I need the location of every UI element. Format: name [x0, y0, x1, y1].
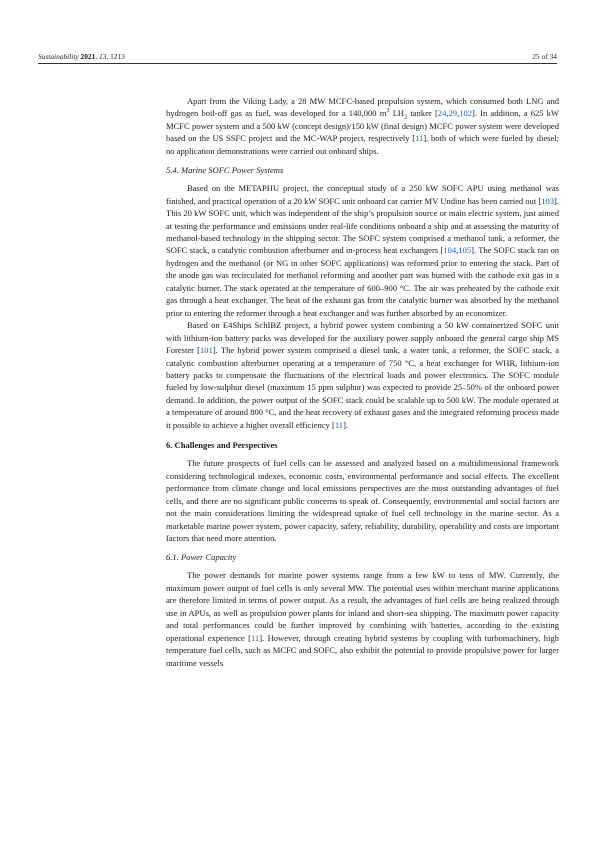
superscript: 3	[386, 107, 390, 115]
text-run: ]. The SOFC stack ran on hydrogen and the methanol (or NG in other SOFC applications) was reformed prior to entering the stack. Part of the anode gas was recirculated for methanol reforming and another part was burned with the cathode exit gas in a catalytic burner. The stack operated at the temperature of 600–900 °C. The air was preheated by the cathode exit gas through a heat exchanger. The heat of the exhaust gas from the catalytic burner was absorbed by the methanol prior to entering the reformer through a heat exchanger and was further absorbed by an economizer.	[166, 245, 559, 318]
running-header	[38, 52, 557, 62]
journal-year: 2021	[80, 52, 96, 61]
citation-link[interactable]: 102	[459, 108, 472, 119]
article-body	[166, 95, 559, 669]
page-number: 25 of 34	[532, 52, 557, 61]
subscript: 2	[404, 114, 408, 122]
text-run: ]. This 20 kW SOFC unit, which was independent of the ship’s propulsion source or main electric system, just aimed at testing the performance and emissions under real-life conditions onboard a ship and at assessing the maturity of methanol-based technology in the shipping sector. The SOFC system comprised a methanol tank, a reformer, the SOFC stack, a catalytic combustion afterburner and in-process heat exchangers [	[166, 195, 559, 256]
citation-link[interactable]: 11	[334, 419, 344, 430]
text-run: Based on the METAPHU project, the conceptual study of a 250 kW SOFC APU using methanol was finished, and practical operation of a 20 kW SOFC unit onboard car carrier MV Undine has been carried out [	[166, 183, 559, 206]
paragraph-power-capacity	[166, 569, 559, 669]
article-number: 1213	[110, 52, 125, 61]
section-heading-6-1: 6.1. Power Capacity	[166, 551, 237, 562]
citation-link[interactable]: 101	[200, 345, 213, 356]
text-run: Based on E4Ships SchIBZ project, a hybrid power system combining a 50 kW containerized SOFC unit with lithium-ion battery packs was developed for the auxiliary power supply onboard the general cargo ship MS Forester [	[166, 320, 559, 356]
text-run: ], both of which were fueled by diesel; no application demonstrations were carried out onboard ships.	[166, 133, 559, 156]
text-run: The future prospects of fuel cells can be assessed and analyzed based on a multidimensional framework considering technological indexes, economic costs, environmental performance and social effects. The excellent performance from climate change and local emissions perspectives are the most outstanding advantages of fuel cells, and there are no significant public concerns to speak of. Consequently, environmental and social factors are not the main considerations limiting the widespread uptake of fuel cell technology in the marine sector. As a marketable marine power system, power capacity, safety, reliability, durability, operability and costs are important factors that need more attention.	[166, 458, 559, 543]
text-run: ]. In addition, a 625 kW MCFC power system and a 500 kW (concept design)/150 kW (final design) MCFC power system were developed based on the US SSFC project and the MC-WAP project, respectively [	[166, 108, 560, 144]
text-run: LH	[389, 108, 405, 119]
citation-link[interactable]: 105	[458, 245, 472, 256]
citation-link[interactable]: 29	[448, 108, 458, 119]
text-run: ]. The hybrid power system comprised a diesel tank, a water tank, a reformer, the SOFC stack, a catalytic combustion afterburner operating at a temperature of 750 °C, a heat exchanger for WHR, lithium-ion battery packs to compensate the fluctuations of the electrical loads and power electronics. The SOFC module fueled by low-sulphur diesel (maximum 15 ppm sulphur) was expected to provide 25–50% of the onboard power demand. In addition, the power output of the SOFC stack could be scalable up to 500 kW. The module operated at a temperature of around 800 °C, and the heat recovery of exhaust gases and the integrated reforming process made it possible to achieve a higher overall efficiency [	[166, 345, 559, 430]
text-run: ]. However, through creating hybrid systems by coupling with turbomachinery, high temperature fuel cells, such as MCFC and SOFC, also exhibit the potential to provide propulsive power for larger maritime vessels	[166, 632, 559, 668]
paragraph-challenges	[166, 457, 559, 544]
journal-name: Sustainability	[38, 52, 79, 61]
paragraph-metaphu: Based on the METAPHU project, the conceptual study of a 250 kW SOFC APU using methanol was finished, and practical operation of a 20 kW SOFC unit onboard car carrier MV Undine has been carried out [103]. This 20 kW SOFC unit, which was independent of the ship’s propulsion source or main electric system, just aimed at testing the performance and emissions under real-life conditions onboard a ship and at assessing the maturity of methanol-based technology in the shipping sector. The SOFC system comprised a methanol tank, a reformer, the SOFC stack, a catalytic combustion afterburner and in-process heat exchangers [104,105]. The SOFC stack ran on hydrogen and the methanol (or NG in other SOFC applications) was reformed prior to entering the stack. Part of the anode gas was recirculated for methanol reforming and another part was burned with the cathode exit gas in a catalytic burner. The stack operated at the temperature of 600–900 °C. The air was preheated by the cathode exit gas through a heat exchanger. The heat of the exhaust gas from the catalytic burner was absorbed by the methanol prior to entering the reformer through a heat exchanger and was further absorbed by an economizer.	[166, 183, 559, 318]
text-run: Apart from the Viking Lady, a 28 MW MCFC-based propulsion system, which consumed both LNG and hydrogen boil-off gas as fuel, was developed for a 140,000 m	[166, 96, 559, 119]
text-run: tanker [	[407, 108, 438, 119]
citation-link[interactable]: 24	[437, 108, 447, 119]
paragraph-schibz	[166, 319, 559, 431]
text-run: ].	[343, 419, 349, 430]
section-heading-5-4: 5.4. Marine SOFC Power Systems	[166, 164, 284, 175]
citation-link[interactable]: 11	[251, 632, 260, 643]
header-rule	[38, 63, 557, 64]
paragraph-viking-lady: Apart from the Viking Lady, a 28 MW MCFC-based propulsion system, which consumed both LNG and hydrogen boil-off gas as fuel, was developed for a 140,000 $m^3$ $LH_2$ tanker [24,29,102]. In addition, a 625 kW MCFC power system and a 500 kW (concept design)/150 kW (final design) MCFC power system were developed based on the US SSFC project and the MC-WAP project, respectively [11], both of which were fueled by diesel; no application demonstrations were carried out onboard ships.	[166, 96, 560, 156]
journal-volume: 13	[99, 52, 107, 61]
text-run: The power demands for marine power systems range from a few kW to tens of MW. Currently, the maximum power output of fuel cells is only several MW. The potential uses within merchant marine applications are therefore limited in terms of power output. As a result, the advantages of fuel cells are being realized through use in APUs, as well as propulsion power plants for inland and short-sea shipping. The maximum power capacity and total performances could be further improved by combining with batteries, according to the existing operational experience [	[166, 570, 559, 643]
citation-link[interactable]: 103	[541, 195, 555, 206]
section-heading-6: 6. Challenges and Perspectives	[166, 439, 278, 450]
citation-link[interactable]: 11	[415, 133, 424, 144]
journal-citation: Sustainability 2021, 13, 1213	[38, 52, 125, 61]
citation-link[interactable]: 104	[443, 245, 457, 256]
